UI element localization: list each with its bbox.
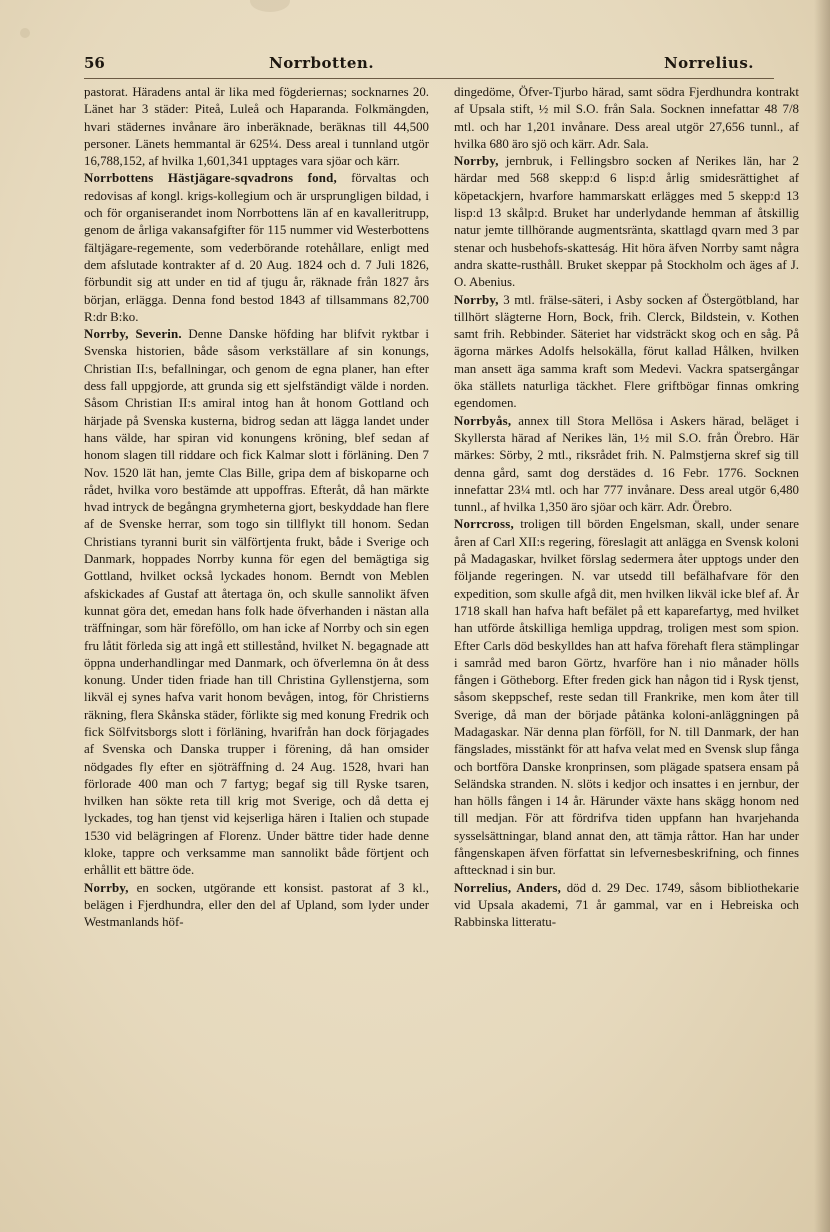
entry (84, 880, 429, 932)
right-column (454, 84, 799, 1219)
entry-head: Norrby, (84, 880, 129, 895)
entry-head: Norrcross, (454, 517, 514, 532)
entry-text: Denne Danske höfding har blifvit ryktbar i Svenska historien, både såsom verkställare af sin konungs, Christian II:s, befallningar, och genom de egna planer, han efter dess fall uppgjorde, att grunda sig ett sjelfständigt välde i norden. Såsom Christian II:s amiral intog han åt honom Gottland och härjade på Svenska kusterna, bidrog sedan att lägga landet under hans välde, har spiran vid konungens kröning, blef sedan af honom slagen till riddare och fick Kalmar slott i förläning. Den 7 Nov. 1520 lät han, jemte Clas Bille, gripa dem af biskoparne och rådet, hvilka voro bestämde att uppoffras. Efteråt, då han märkte hvad intryck de begångna grymheterna gjort, beskyddade han flere af de Svenske herrar, som togo sin tillflykt till honom. Sedan Christians tyranni burit sin välförtjenta frukt, både i Sverige och Danmark, hoppades Norrby kunna för egen del bemägtiga sig Gottland, hvilket också lyckades honom. Berndt von Meblen afskickades af Gustaf att återtaga ön, och skulle sannolikt äfven kunnat göra det, emedan hans folk hade öfverhanden i nästan alla träffningar, som här föreföllo, om han icke af Norrby och sin egen fru låtit förleda sig att ingå ett stillestånd, hvilket N. begagnade att öppna underhandlingar med Danmark, och öfverlemna ön åt dess konung. Under tiden friade han till Christina Gyllenstjerna, som likväl ej synes hafva varit honom bevågen, intog, för Christierns räkning, flera Skånska städer, förlikte sig med konung Fredrik och fick Sölfvitsborgs slott i förläning, hvarifrån han dock förjagades af Svenska och Danska trupper i förening, då han omsider nödgades fly efter en sjöträffning d. 24 Aug. 1528, hvari han förlorade 400 man och 7 fartyg; begaf sig till Ryske tsaren, hvilken han sökte reta till krig mot Sverige, och då detta ej lyckades, tog han tjenst vid kejserliga hären i Italien och stupade 1530 vid belägringen af Florenz. Under bättre tider hade denne kloke, tappre och verksamme man sannolikt både förtjent och erhållit ett bättre öde. (84, 327, 429, 878)
page-number: 56 (84, 54, 105, 72)
entry-text: dingedöme, Öfver-Tjurbo härad, samt södra Fjerdhundra kontrakt af Upsala stift, ½ mil S.O. från Sala. Socknen innefattar 48 7/8 mtl. och har 1,201 invånare. Dess areal utgör 27,656 tunnl., af hvilka 680 äro sjö och kärr. Adr. Sala. (454, 85, 799, 151)
entry-head: Norrby, (454, 154, 499, 169)
entry (84, 84, 429, 170)
entry-head: Norrbyås, (454, 413, 512, 428)
entry-text: jernbruk, i Fellingsbro socken af Nerikes län, har 2 härdar med 568 skepp:d 6 lisp:d årlig smidesrättighet af köpetackjern, hvarfore hammarskatt erlägges med 5 skepp:d 13 lisp:d 13 skålp:d. Bruket har underlydande hemman af åtskillig natur jemte tillhörande augmentsränta, skattlagd qvarn med 3 par stenar och husbehofs-skatteság. Hit höra äfven Norrby samt några andra skatte-rusthåll. Bruket skeppar på Stockholm och äges af J. O. Abenius. (454, 154, 799, 290)
entry-text: pastorat. Häradens antal är lika med fögderiernas; socknarnes 20. Länet har 3 städer: Piteå, Luleå och Haparanda. Folkmängden, hvari städernes invånare äro inberäknade, beräknas till 44,500 personer. Länets hemmantal är 625¼. Dess areal i tunnland utgör 16,788,152, af hvilka 1,601,341 upptages vara sjöar och kärr. (84, 85, 429, 169)
entry (84, 170, 429, 326)
paper-stain (250, 0, 290, 12)
right-running-head: Norrelius. (663, 54, 754, 72)
paper-stain (20, 28, 30, 38)
entry (454, 153, 799, 291)
entry-text: död d. 29 Dec. 1749, såsom bibliothekarie vid Upsala akademi, 71 år gammal, var en i Hebreiska och Rabbinska litteratu- (454, 880, 799, 930)
entry (454, 84, 799, 153)
header-rule (84, 78, 774, 79)
entry-text: troligen till börden Engelsman, skall, under senare åren af Carl XII:s regering, föreslagit att anlägga en Svensk koloni på Madagaskar, hvilket förslag sedermera åter upptogs under den följande regeringen. N. var utsedd till befälhafvare för den expedition, som skulle afgå dit, men hvilken likväl icke blef af. År 1718 skall han hafva haft befälet på ett kaparefartyg, med hvilket han utförde åtskilliga hemliga uppdrag, troligen mest som spion. Efter Carls död beskylldes han att hafva förehaft flera stämplingar i samråd med baron Görtz, hvarföre han i nio månader hölls fången i Götheborg. Efter freden gick han någon tid i Rysk tjenst, såsom skeppschef, reste sedan till Frankrike, men kom åter till Sverige, då man der började påtänka koloni-anläggningen på Madagaskar. När denna plan förföll, for N. till Danmark, der han fängslades, misstänkt för att hafva velat med en Svensk slup fånga och bortföra Danske kronprinsen, som plägade spatsera ensam på Seländska stranden. N. slöts i kedjor och insattes i en jernbur, der han hölls fången i 14 år. Härunder växte hans skägg honom ned till medjan. För att fördrifva tiden uppfann han hvarjehanda sysselsättningar, bland annat den, att tämja råttor. Han har under fångenskapen äfven författat sin lefvernesbeskrifning, och finnes afttecknad i sin bur. (454, 517, 799, 878)
entry-head: Norrbottens Hästjägare-sqvadrons fond, (84, 171, 337, 186)
entry (454, 880, 799, 932)
entry-head: Norrelius, Anders, (454, 880, 562, 895)
entry (454, 292, 799, 413)
entry-text: annex till Stora Mellösa i Askers härad, beläget i Skyllersta härad af Nerikes län, 1½ mil S.O. från Örebro. Här märkes: Sörby, 2 mtl., riksrådet frih. N. Palmstjerna skref sig till denna gård, samt dog derstädes d. 16 Febr. 1776. Socknen innefattar 23¼ mtl. och har 777 invånare. Dess areal utgör 6,480 tunnl., af hvilka 1,350 äro sjöar och kärr. Adr. Örebro. (454, 413, 799, 515)
page-spine-shadow (814, 0, 830, 1232)
left-running-head: Norrbotten. (269, 54, 375, 72)
entry (454, 413, 799, 517)
entry-text: 3 mtl. frälse-säteri, i Asby socken af Östergötbland, har tillhört slägterne Horn, Bock, frih. Clerck, Bildstein, v. Kothen samt frih. Rebbinder. Säteriet har vidsträckt skog och en såg. På ägorna märkes Adolfs helsokälla, förut kallad Hålken, hvilken man ansett äga samma kraft som Medevi. Vackra spatsergångar öka ställets naturliga täckhet. Flere griftbögar finnas omkring egendomen. (454, 292, 799, 411)
entry-head: Norrby, (454, 292, 499, 307)
entry-text: förvaltas och redovisas af kongl. krigs-kollegium och är ursprungligen bildad, i och för organiserandet inom Norrbottens län af en kavalleritrupp, genom de årliga vakansafgifter för 115 nummer vid Westerbottens fältjägare-regemente, som vederbörande rotehållare, enligt med dem afslutade kontrakter af d. 20 Aug. 1824 och d. 7 Juli 1826, förbundit sig att under en tid af tjugu år, räknade från 1827 års början, erlägga. Denna fond bestod 1843 af tillsammans 82,700 R:dr B:ko. (84, 171, 429, 324)
entry-head: Norrby, Severin. (84, 327, 182, 342)
left-column (84, 84, 429, 1219)
entry (454, 516, 799, 879)
entry (84, 326, 429, 880)
entry-text: en socken, utgörande ett konsist. pastorat af 3 kl., belägen i Fjerdhundra, eller den del af Upland, som lyder under Westmanlands höf- (84, 880, 429, 930)
running-header (84, 54, 774, 76)
